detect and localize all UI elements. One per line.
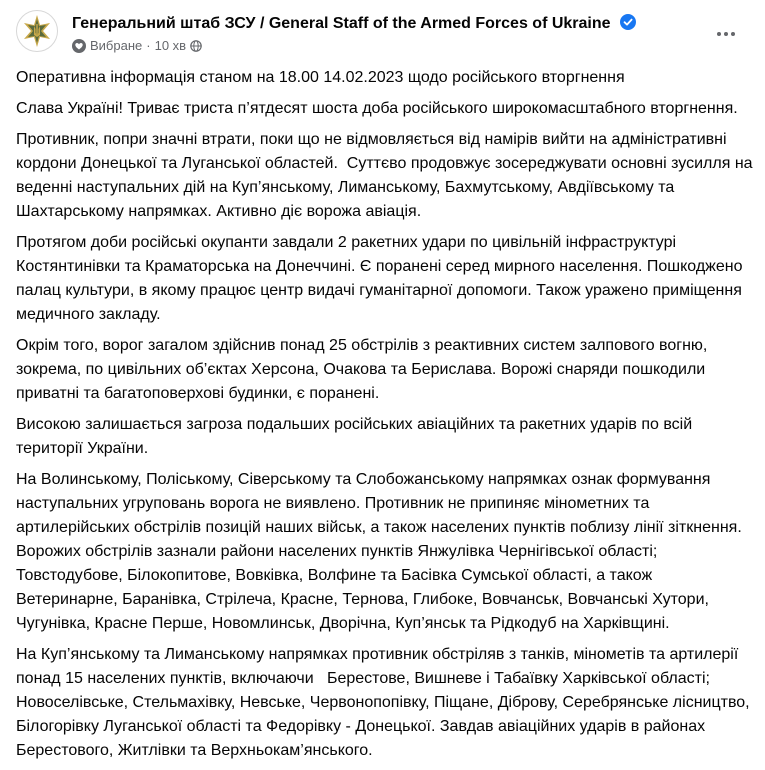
post-body [16,66,756,770]
post-paragraph: На Волинському, Поліському, Сіверському та Слобожанському напрямках ознак формування наступальних угруповань ворога не виявлено. Противник не припиняє мінометних та артилерійських обстрілів позицій наших військ, а також населених пунктів поблизу лінії зіткнення. Ворожих обстрілів зазнали райони населених пунктів Янжулівка Чернігівської області; Товстодубове, Білокопитове, Вовківка, Волфине та Басівка Сумської області, а також Ветеринарне, Баранівка, Стрілеча, Красне, Тернова, Глибоке, Вовчанськ, Вовчанські Хутори, Чугунівка, Красне Перше, Новомлинськ, Дворічна, Куп’янськ та Рідкодуб на Харківщині. [16,471,747,632]
post-paragraph: Високою залишається загроза подальших російських авіаційних та ракетних ударів по всій території України. [16,416,697,457]
meta-separator: · [146,38,151,53]
page-name-link[interactable]: Генеральний штаб ЗСУ / General Staff of the Armed Forces of Ukraine [72,15,611,32]
post-paragraph: На Куп’янському та Лиманському напрямках противник обстріляв з танків, мінометів та артилерії понад 15 населених пунктів, включаючи Берестове, Вишневе і Табаївку Харківської області; Новоселівське, Стельмахівку, Невське, Червонопопівку, Піщане, Діброву, Серебрянське лісництво, Білогорівку Луганської області та Федорівку - Донецької. Завдав авіаційних ударів в районах Берестового, Житлівки та Верхньокам’янського. [16,646,755,759]
post-paragraph: Окрім того, ворог загалом здійснив понад 25 обстрілів з реактивних систем залпового вогню, зокрема, по цивільних об’єктах Херсона, Очакова та Берислава. Ворожі снаряди пошкодили приватні та багатоповерхові будинки, є поранені. [16,337,712,402]
post-paragraph: Слава Україні! Триває триста п’ятдесят шоста доба російського широкомасштабного вторгнення. [16,100,738,117]
page-avatar[interactable] [16,10,58,52]
globe-icon [190,40,202,52]
ukraine-armed-forces-emblem-icon [17,11,57,51]
audience-label[interactable]: Вибране [90,38,143,53]
verified-badge-icon [620,14,636,30]
post-header [0,0,765,66]
post-paragraph: Оперативна інформація станом на 18.00 14.02.2023 щодо російського вторгнення [16,69,625,86]
more-options-icon[interactable] [708,16,744,52]
post-paragraph: Протягом доби російські окупанти завдали 2 ракетних удари по цивільній інфраструктурі Костянтинівки та Краматорська на Донеччині. Є поранені серед мирного населення. Пошкоджено палац культури, в якому працює центр видачі гуманітарної допомоги. Також уражено приміщення медичного закладу. [16,234,747,323]
favorite-heart-icon [72,39,86,53]
post-paragraph: Противник, попри значні втрати, поки що не відмовляється від намірів вийти на адміністративні кордони Донецької та Луганської областей. Суттєво продовжує зосереджувати основні зусилля на веденні наступальних дій на Куп’янському, Лиманському, Бахмутському, Авдіївському та Шахтарському напрямках. Активно діє ворожа авіація. [16,131,758,220]
page-name-line [72,14,636,33]
post-timestamp[interactable]: 10 хв [154,38,187,53]
post-meta [72,38,202,53]
